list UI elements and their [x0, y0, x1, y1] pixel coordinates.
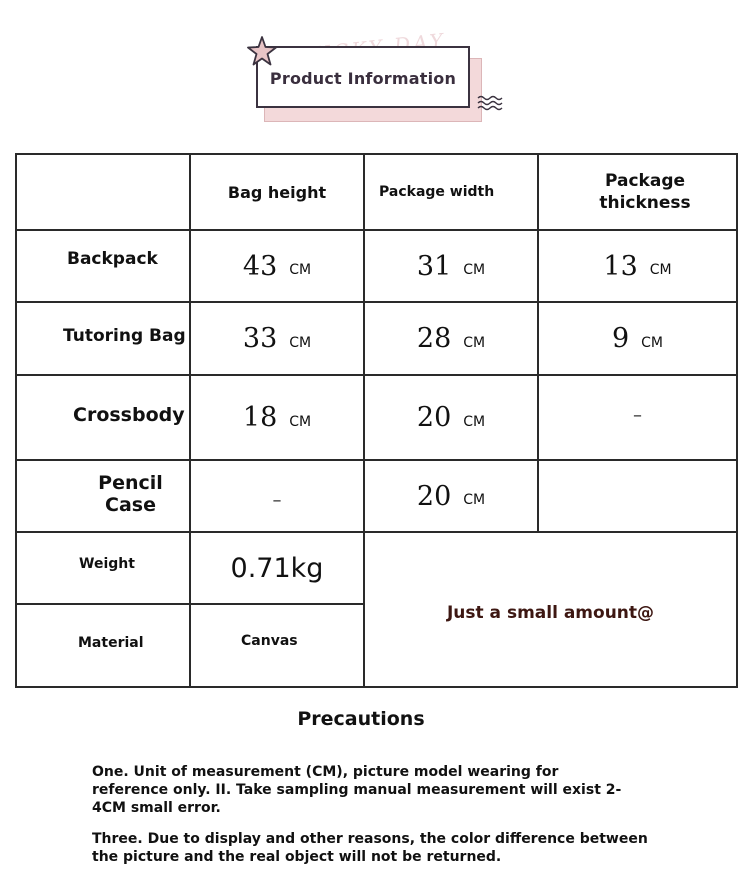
precautions-title: Precautions	[297, 708, 425, 730]
table-cell	[191, 231, 363, 301]
table-cell	[539, 231, 736, 301]
row-label-tutoring-bag: Tutoring Bag	[63, 326, 186, 346]
column-header-width: Package width	[379, 184, 495, 200]
cell-value: 13	[603, 250, 638, 282]
cell-value: 20	[416, 402, 452, 433]
cell-value: 18	[242, 402, 278, 433]
precaution-paragraph: One. Unit of measurement (CM), picture model wearing for reference only. II. Take sampling manual measurement will exist 2-4CM small error.	[92, 764, 622, 816]
cell-value: 33	[242, 323, 278, 354]
cell-unit: CM	[289, 262, 312, 278]
star-icon	[244, 34, 280, 70]
table-cell	[365, 303, 537, 374]
row-label-pencil-case: Pencil Case	[98, 472, 163, 516]
cell-unit: CM	[463, 334, 486, 351]
row-label-weight: Weight	[79, 556, 135, 572]
cell-unit: CM	[289, 413, 312, 430]
cell-unit: CM	[463, 413, 486, 430]
table-cell-empty: –	[633, 405, 642, 426]
cell-value: 20	[416, 480, 452, 512]
table-cell	[191, 303, 363, 374]
cell-value: 9	[611, 323, 630, 354]
cell-unit: CM	[289, 334, 312, 351]
product-spec-table	[15, 153, 738, 688]
row-label-backpack: Backpack	[67, 249, 158, 269]
table-cell-empty: –	[272, 489, 282, 511]
table-cell	[365, 231, 537, 301]
precaution-paragraph: Three. Due to display and other reasons, the color difference between the picture and the real object will not be returned.	[92, 831, 648, 865]
column-header-height: Bag height	[227, 182, 327, 202]
cell-unit: CM	[641, 334, 664, 351]
row-label-crossbody: Crossbody	[73, 404, 185, 426]
cell-unit: CM	[463, 492, 486, 508]
weight-value: 0.71kg	[230, 552, 324, 584]
table-cell	[365, 376, 537, 459]
table-cell	[365, 461, 537, 531]
table-cell	[191, 376, 363, 459]
cell-value: 28	[416, 323, 452, 354]
cell-value: 31	[416, 250, 452, 282]
stock-note: Just a small amount@	[446, 602, 655, 623]
badge-box	[256, 46, 470, 108]
cell-value: 43	[242, 250, 278, 282]
cell-unit: CM	[463, 262, 486, 278]
material-value: Canvas	[241, 633, 298, 649]
page-title: Product Information	[269, 68, 457, 88]
table-cell-blank	[539, 461, 736, 531]
row-label-material: Material	[78, 635, 144, 651]
table-cell	[539, 303, 736, 374]
title-badge	[244, 34, 506, 126]
cell-unit: CM	[649, 262, 672, 278]
wave-lines-icon	[476, 94, 504, 112]
column-header-thickness: Package thickness	[599, 171, 691, 213]
